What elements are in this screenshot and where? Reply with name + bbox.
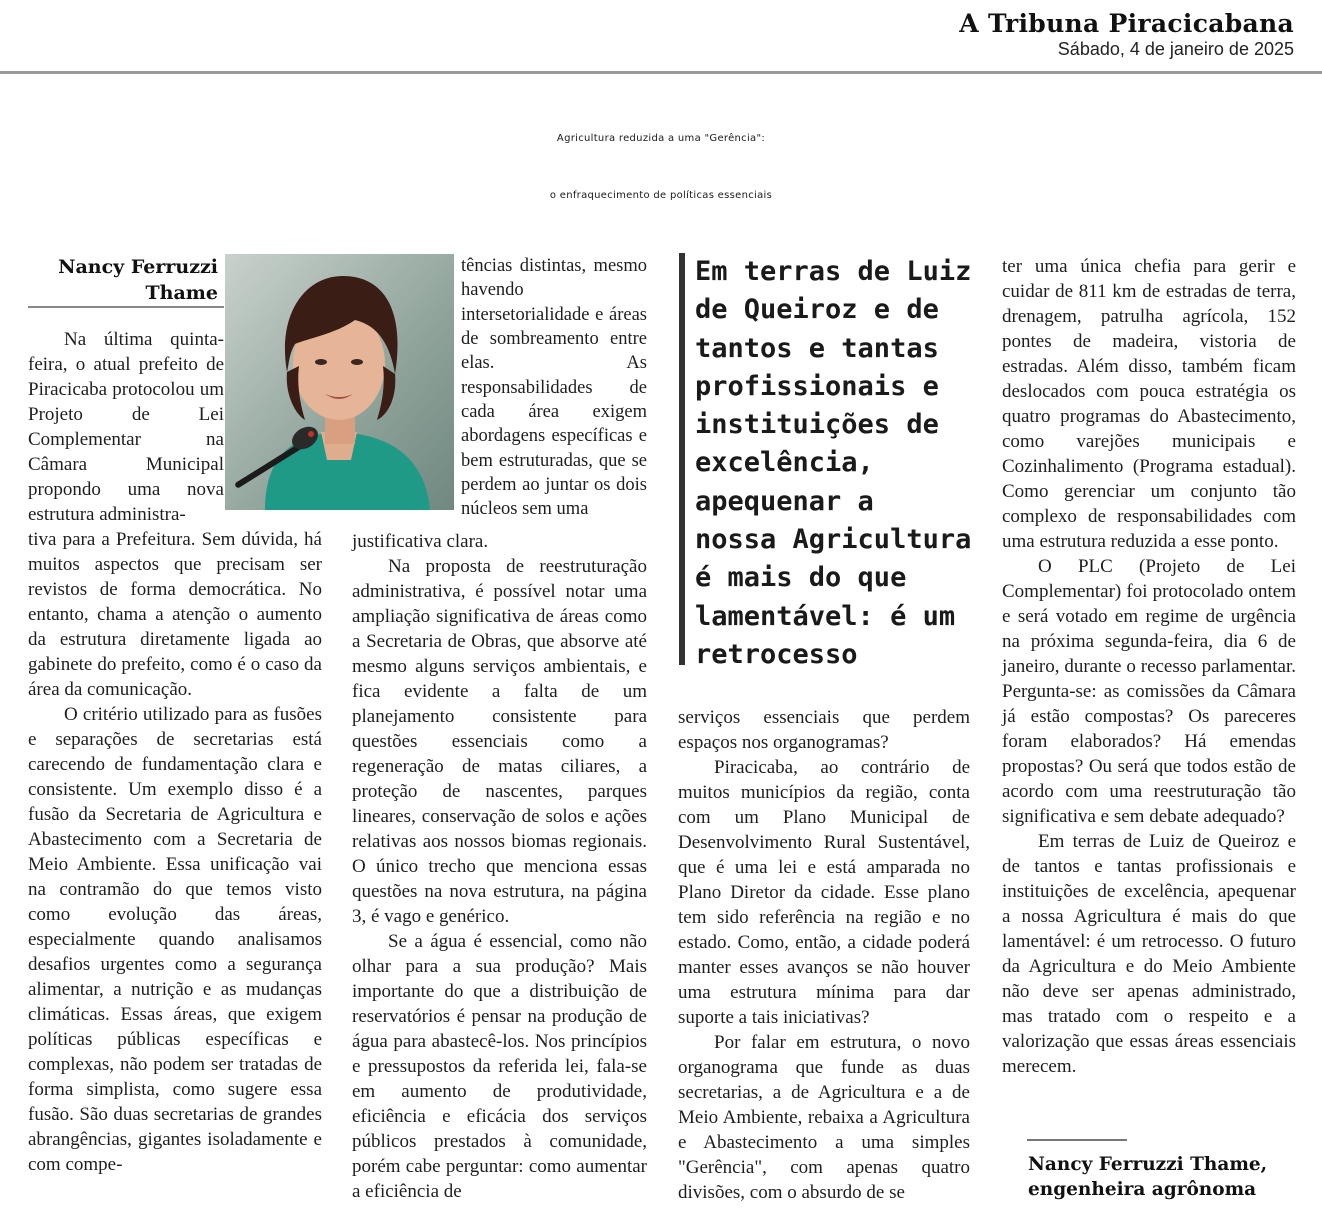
paragraph-organogram: Por falar em estrutura, o novo organograma que funde as duas secretarias, a de Agricultura e a de Meio Ambiente, rebaixa a Agricultura e Abastecimento a uma simples "Gerência", com apenas quatro divisões, com o absurdo de se <box>678 1032 970 1203</box>
article-column-1-bottom <box>28 527 322 1177</box>
pull-quote-line: é mais do que <box>695 562 907 594</box>
signature-divider <box>1027 1139 1127 1141</box>
paragraph-conclusion: Em terras de Luiz de Queiroz e de tantos e tantas profissionais e instituições de excelência, apequenar a nossa Agricultura é mais do que lamentável: é um retrocesso. O futuro da Agricultura e do Meio Ambiente não deve ser apenas administrado, mas tratado com o respeito e a valorização que essas áreas essenciais merecem. <box>1002 831 1296 1077</box>
author-signature <box>1028 1152 1298 1202</box>
signature-title: engenheira agrônoma <box>1028 1179 1257 1200</box>
paragraph-intro: Na última quinta-feira, o atual prefeito de Piracicaba protocolou um Projeto de Lei Complementar na Câmara Municipal propondo uma nova estrutura administra- <box>28 329 224 525</box>
pull-quote-line: lamentável: é um <box>695 600 956 632</box>
pull-quote-line: de Queiroz e de <box>695 294 939 326</box>
pull-quote-line: apequenar a <box>695 485 874 517</box>
pull-quote <box>679 253 972 670</box>
author-byline <box>28 254 218 306</box>
byline-divider <box>28 306 224 308</box>
pull-quote-line: instituições de <box>695 409 939 441</box>
byline-line-1: Nancy Ferruzzi <box>58 256 218 278</box>
pull-quote-line: nossa Agricultura <box>695 524 972 556</box>
pull-quote-line: profissionais e <box>695 370 939 402</box>
pull-quote-line: retrocesso <box>695 638 858 670</box>
paragraph-continuation: tências distintas, mesmo havendo intersetorialidade e áreas de sombreamento entre elas. As responsabilidades de cada área exigem abordagens específicas e bem estruturadas, que se perdem ao juntar os dois núcleos sem uma <box>461 256 647 520</box>
pull-quote-line: excelência, <box>695 447 874 479</box>
paragraph-rural-plan: Piracicaba, ao contrário de muitos municípios da região, conta com um Plano Municipal de Desenvolvimento Rural Sustentável, que é uma lei e está amparada no Plano Diretor da cidade. Esse plano tem sido referência na região e no estado. Como, então, a cidade poderá manter esses avanços se não houver uma estrutura mínima para dar suporte a tais iniciativas? <box>678 757 970 1028</box>
masthead <box>959 10 1294 60</box>
paragraph-criteria: O critério utilizado para as fusões e separações de secretarias está carecendo de fundamentação clara e consistente. Um exemplo disso é a fusão da Secretaria de Agricultura e Abastecimento com a Secretaria de Meio Ambiente. Essa unificação vai na contramão do que temos visto como evolução das áreas, especialmente quando analisamos desafios urgentes como a segurança alimentar, a nutrição e as mudanças climáticas. Essas áreas, que exigem políticas públicas específicas e complexas, não podem ser tratadas de forma simplista, como sugere essa fusão. São duas secretarias de grandes abrangências, gigantes isoladamente e com compe- <box>28 704 322 1175</box>
pull-quote-line: Em terras de Luiz <box>695 256 972 287</box>
article-column-2-bottom <box>352 529 647 1204</box>
paragraph-continuation: serviços essenciais que perdem espaços nos organogramas? <box>678 707 970 753</box>
article-column-1-top <box>28 327 224 527</box>
paragraph-continuation: justificativa clara. <box>352 531 489 552</box>
paragraph-water: Se a água é essencial, como não olhar para a sua produção? Mais importante do que a distribuição de reservatórios é pensar na produção de água para abastecê-los. Nos princípios e pressupostos da referida lei, fala-se em aumento de produtividade, eficiência e eficácia dos serviços públicos prestados à comunidade, porém cabe perguntar: como aumentar a eficiência de <box>352 931 647 1202</box>
article-headline <box>0 110 1322 224</box>
article-column-3 <box>678 705 970 1205</box>
article-column-2-top <box>461 254 647 522</box>
publication-date: Sábado, 4 de janeiro de 2025 <box>1057 39 1294 59</box>
author-portrait-image <box>225 254 454 510</box>
article-column-4 <box>1002 254 1296 1079</box>
pull-quote-line: tantos e tantas <box>695 332 939 364</box>
paragraph-continuation: ter uma única chefia para gerir e cuidar de 811 km de estradas de terra, drenagem, patrulha agrícola, 152 pontes de madeira, vistoria de estradas. Além disso, também ficam deslocados com pouca estratégia os quatro programas do Abastecimento, como varejões municipais e Cozinhalimento (Programa estadual). Como gerenciar um conjunto tão complexo de responsabilidades com uma estrutura reduzida a esse ponto. <box>1002 256 1296 552</box>
author-photo <box>225 254 454 510</box>
paragraph-plc-vote: O PLC (Projeto de Lei Complementar) foi protocolado ontem e será votado em regime de urgência na próxima segunda-feira, dia 6 de janeiro, durante o recesso parlamentar. Pergunta-se: as comissões da Câmara já estão compostas? Os pareceres foram elaborados? Há emendas propostas? Ou será que todos estão de acordo com uma reestruturação tão significativa e sem debate adequado? <box>1002 556 1296 827</box>
newspaper-name: A Tribuna Piracicabana <box>959 9 1294 38</box>
byline-line-2: Thame <box>145 282 218 304</box>
headline-line-2: o enfraquecimento de políticas essenciais <box>549 190 773 201</box>
headline-line-1: Agricultura reduzida a uma "Gerência": <box>556 133 766 144</box>
signature-name: Nancy Ferruzzi Thame, <box>1028 1154 1268 1175</box>
paragraph-continuation: tiva para a Prefeitura. Sem dúvida, há muitos aspectos que precisam ser revistos de forma democrática. No entanto, chama a atenção o aumento da estrutura diretamente ligada ao gabinete do prefeito, como é o caso da área da comunicação. <box>28 529 322 700</box>
top-divider <box>0 71 1322 74</box>
paragraph-restructuring: Na proposta de reestruturação administrativa, é possível notar uma ampliação significativa de áreas como a Secretaria de Obras, que absorve até mesmo alguns serviços ambientais, e fica evidente a falta de um planejamento consistente para questões essenciais como a regeneração de matas ciliares, a proteção de nascentes, parques lineares, conservação de solos e ações relativas aos nossos biomas regionais. O único trecho que menciona essas questões na nova estrutura, na página 3, é vago e genérico. <box>352 556 647 927</box>
